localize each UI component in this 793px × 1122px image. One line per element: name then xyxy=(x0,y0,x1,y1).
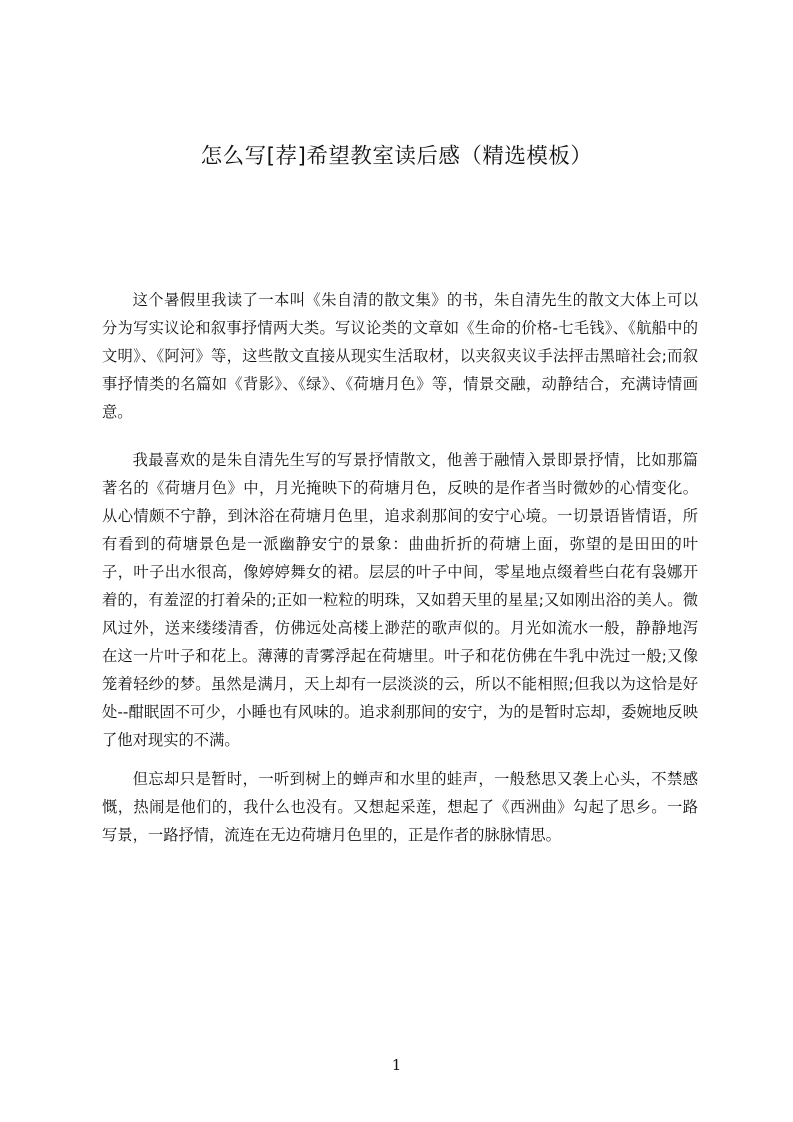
paragraph-2: 我最喜欢的是朱自清先生写的写景抒情散文，他善于融情入景即景抒情，比如那篇著名的《荷塘月色》中，月光掩映下的荷塘月色，反映的是作者当时微妙的心情变化。从心情颇不宁静，到沐浴在荷塘月色里，追求刹那间的安宁心境。一切景语皆情语，所有看到的荷塘景色是一派幽静安宁的景象：曲曲折折的荷塘上面，弥望的是田田的叶子，叶子出水很高，像婷婷舞女的裙。层层的叶子中间，零星地点缀着些白花有袅娜开着的，有羞涩的打着朵的;正如一粒粒的明珠，又如碧天里的星星;又如刚出浴的美人。微风过外，送来缕缕清香，仿佛远处高楼上渺茫的歌声似的。月光如流水一般，静静地泻在这一片叶子和花上。薄薄的青雾浮起在荷塘里。叶子和花仿佛在牛乳中洗过一般;又像笼着轻纱的梦。虽然是满月，天上却有一层淡淡的云，所以不能相照;但我以为这恰是好处--酣眠固不可少，小睡也有风味的。追求刹那间的安宁，为的是暂时忘却，委婉地反映了他对现实的不满。 xyxy=(102,451,698,749)
document-title: 怎么写[荐]希望教室读后感（精选模板） xyxy=(200,144,593,169)
paragraph-3: 但忘却只是暂时，一听到树上的蝉声和水里的蛙声，一般愁思又袭上心头，不禁感慨，热闹是他们的，我什么也没有。又想起采莲，想起了《西洲曲》勾起了思乡。一路写景，一路抒情，流连在无边荷塘月色里的，正是作者的脉脉情思。 xyxy=(102,770,698,844)
page-number: 1 xyxy=(391,1056,402,1074)
paragraph-1: 这个暑假里我读了一本叫《朱自清的散文集》的书，朱自清先生的散文大体上可以分为写实议论和叙事抒情两大类。写议论类的文章如《生命的价格-七毛钱》、《航船中的文明》、《阿河》等，这些散文直接从现实生活取材，以夹叙夹议手法抨击黑暗社会;而叙事抒情类的名篇如《背影》、《绿》、《荷塘月色》等，情景交融，动静结合，充满诗情画意。 xyxy=(102,291,698,421)
